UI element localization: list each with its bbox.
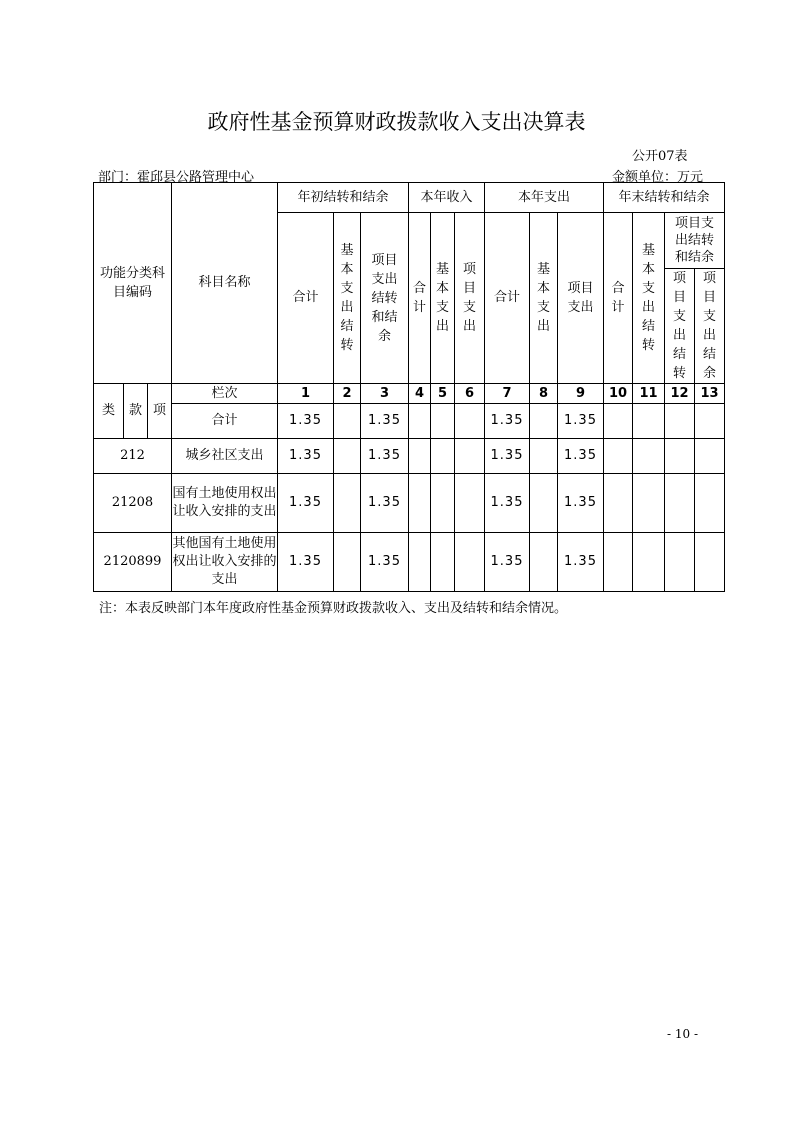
department-label: 部门：霍邱县公路管理中心 bbox=[98, 170, 255, 185]
begin-basic-carry-header: 基本支出结转 bbox=[334, 213, 361, 384]
value-cell bbox=[409, 533, 431, 592]
col-number: 3 bbox=[361, 384, 409, 404]
value-cell: 1.35 bbox=[485, 404, 530, 439]
value-cell bbox=[409, 404, 431, 439]
value-cell bbox=[695, 474, 725, 533]
col-number: 6 bbox=[455, 384, 485, 404]
form-number: 公开07表 bbox=[632, 149, 688, 164]
table-note: 注：本表反映部门本年度政府性基金预算财政拨款收入、支出及结转和结余情况。 bbox=[99, 601, 568, 616]
end-project-carry-header: 项目支出结转 bbox=[665, 269, 695, 384]
value-cell bbox=[334, 533, 361, 592]
subject-name-cell: 国有土地使用权出让收入安排的支出 bbox=[172, 474, 278, 533]
value-cell bbox=[530, 474, 558, 533]
value-cell: 1.35 bbox=[485, 533, 530, 592]
value-cell bbox=[409, 439, 431, 474]
func-code-header: 功能分类科目编码 bbox=[94, 183, 172, 384]
value-cell: 1.35 bbox=[485, 439, 530, 474]
subject-name-cell: 其他国有土地使用权出让收入安排的支出 bbox=[172, 533, 278, 592]
budget-table bbox=[93, 182, 725, 592]
value-cell bbox=[431, 474, 455, 533]
value-cell bbox=[633, 533, 665, 592]
func-code-cell: 21208 bbox=[94, 474, 172, 533]
value-cell: 1.35 bbox=[558, 404, 604, 439]
table-row bbox=[94, 439, 725, 474]
value-cell bbox=[695, 439, 725, 474]
value-cell: 1.35 bbox=[558, 533, 604, 592]
end-total-header: 合计 bbox=[604, 213, 633, 384]
value-cell: 1.35 bbox=[485, 474, 530, 533]
value-cell bbox=[604, 439, 633, 474]
group-income-header: 本年收入 bbox=[409, 183, 485, 213]
value-cell bbox=[334, 474, 361, 533]
value-cell bbox=[431, 404, 455, 439]
value-cell bbox=[633, 439, 665, 474]
col-number: 8 bbox=[530, 384, 558, 404]
value-cell: 1.35 bbox=[361, 404, 409, 439]
value-cell bbox=[604, 404, 633, 439]
value-cell bbox=[665, 474, 695, 533]
end-project-surplus-header: 项目支出结余 bbox=[695, 269, 725, 384]
col-number: 12 bbox=[665, 384, 695, 404]
value-cell: 1.35 bbox=[361, 474, 409, 533]
expense-total-header: 合计 bbox=[485, 213, 530, 384]
col-number: 11 bbox=[633, 384, 665, 404]
income-basic-header: 基本支出 bbox=[431, 213, 455, 384]
value-cell: 1.35 bbox=[278, 533, 334, 592]
col-number: 10 bbox=[604, 384, 633, 404]
value-cell bbox=[530, 404, 558, 439]
col-number: 7 bbox=[485, 384, 530, 404]
amount-unit-label: 金额单位：万元 bbox=[612, 170, 704, 185]
col-number: 5 bbox=[431, 384, 455, 404]
column-seq-label: 栏次 bbox=[172, 384, 278, 404]
value-cell bbox=[530, 533, 558, 592]
value-cell bbox=[431, 439, 455, 474]
expense-project-header: 项目支出 bbox=[558, 213, 604, 384]
func-code-cell: 2120899 bbox=[94, 533, 172, 592]
value-cell bbox=[695, 404, 725, 439]
value-cell: 1.35 bbox=[278, 474, 334, 533]
value-cell: 1.35 bbox=[558, 474, 604, 533]
value-cell bbox=[431, 533, 455, 592]
func-code-cell: 212 bbox=[94, 439, 172, 474]
cat-xiang-header: 项 bbox=[148, 384, 172, 439]
col-number: 2 bbox=[334, 384, 361, 404]
value-cell: 1.35 bbox=[278, 439, 334, 474]
cat-lei-header: 类 bbox=[94, 384, 124, 439]
value-cell bbox=[334, 439, 361, 474]
value-cell: 1.35 bbox=[558, 439, 604, 474]
value-cell bbox=[604, 533, 633, 592]
cat-kuan-header: 款 bbox=[124, 384, 148, 439]
value-cell: 1.35 bbox=[278, 404, 334, 439]
table-row bbox=[94, 533, 725, 592]
value-cell: 1.35 bbox=[361, 533, 409, 592]
table-row bbox=[94, 404, 725, 439]
value-cell bbox=[409, 474, 431, 533]
page-title: 政府性基金预算财政拨款收入支出决算表 bbox=[207, 110, 586, 134]
value-cell bbox=[334, 404, 361, 439]
value-cell bbox=[604, 474, 633, 533]
subject-name-header: 科目名称 bbox=[172, 183, 278, 384]
value-cell bbox=[455, 474, 485, 533]
income-total-header: 合计 bbox=[409, 213, 431, 384]
end-basic-carry-header: 基本支出结转 bbox=[633, 213, 665, 384]
expense-basic-header: 基本支出 bbox=[530, 213, 558, 384]
col-number: 13 bbox=[695, 384, 725, 404]
subject-name-cell: 城乡社区支出 bbox=[172, 439, 278, 474]
group-begin-header: 年初结转和结余 bbox=[278, 183, 409, 213]
value-cell bbox=[665, 533, 695, 592]
begin-project-carry-header: 项目支出结转和结余 bbox=[361, 213, 409, 384]
begin-total-header: 合计 bbox=[278, 213, 334, 384]
end-project-group-header: 项目支出结转和结余 bbox=[665, 213, 725, 269]
value-cell bbox=[455, 533, 485, 592]
value-cell bbox=[665, 439, 695, 474]
value-cell bbox=[530, 439, 558, 474]
page-number: - 10 - bbox=[667, 1027, 699, 1041]
subject-name-cell: 合计 bbox=[172, 404, 278, 439]
value-cell: 1.35 bbox=[361, 439, 409, 474]
value-cell bbox=[633, 404, 665, 439]
value-cell bbox=[665, 404, 695, 439]
col-number: 1 bbox=[278, 384, 334, 404]
value-cell bbox=[633, 474, 665, 533]
table-row bbox=[94, 474, 725, 533]
value-cell bbox=[455, 404, 485, 439]
value-cell bbox=[695, 533, 725, 592]
value-cell bbox=[455, 439, 485, 474]
col-number: 4 bbox=[409, 384, 431, 404]
income-project-header: 项目支出 bbox=[455, 213, 485, 384]
group-expense-header: 本年支出 bbox=[485, 183, 604, 213]
col-number: 9 bbox=[558, 384, 604, 404]
group-end-header: 年末结转和结余 bbox=[604, 183, 725, 213]
